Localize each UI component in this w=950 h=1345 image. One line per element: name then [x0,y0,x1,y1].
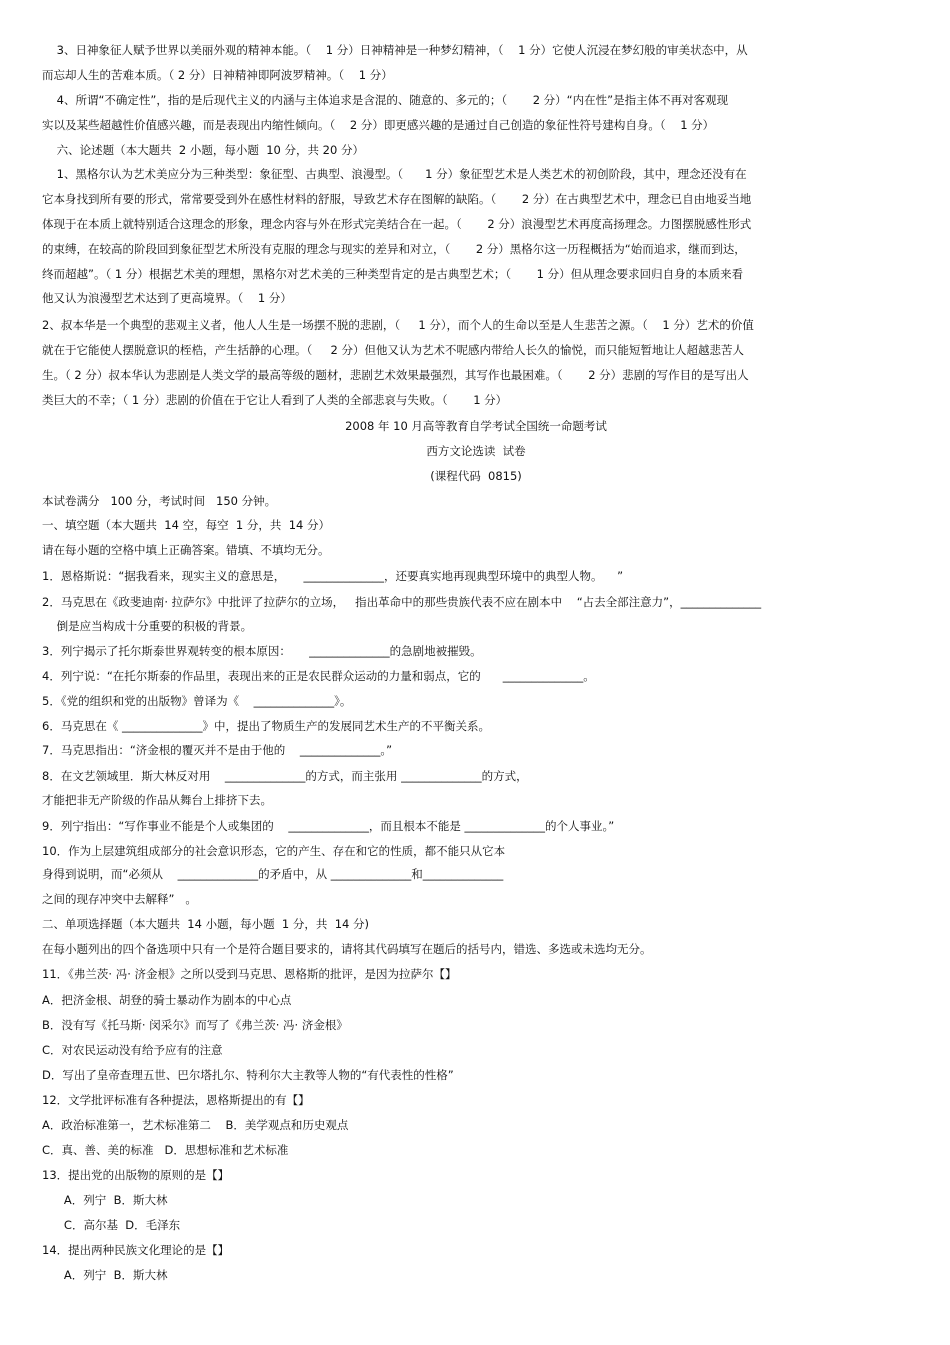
single-choice-instruction: 在每小题列出的四个备选项中只有一个是符合题目要求的，请将其代码填写在题后的括号内，错选、多选或未选均无分。 [42,942,652,956]
question-13-options-ab: A．列宁 B．斯大林 [42,1193,168,1207]
question-6: 6．马克思在《 ______________》中，提出了物质生产的发展同艺术生产的不平衡关系。 [42,719,490,733]
answer-3-line-2: 而忘却人生的苦难本质。（ 2 分）日神精神即阿波罗精神。（ 1 分） [42,68,393,82]
essay-1-line-2: 它本身找到所有要的形式，常常要受到外在感性材料的舒服，导致艺术存在图解的缺陷。（ 2 分）在古典型艺术中，理念已自由地妥当地 [42,192,752,206]
question-9: 9．列宁指出：“写作事业不能是个人或集团的 ______________，而且根本不能是 ______________的个人事业。” [42,819,615,833]
answer-3-line-1: 3、日神象征人赋予世界以美丽外观的精神本能。（ 1 分）日神精神是一种梦幻精神，（ 1 分）它使人沉浸在梦幻般的审美状态中，从 [42,43,748,57]
question-10-line-3: 之间的现存冲突中去解释” 。 [42,892,197,906]
question-11-option-b: B．没有写《托马斯· 闵采尔》而写了《弗兰茨· 冯· 济金根》 [42,1018,348,1032]
question-2-line-1: 2．马克思在《政斐迪南· 拉萨尔》中批评了拉萨尔的立场， 指出革命中的那些贵族代表不应在剧本中 “占去全部注意力”，______________ [42,595,762,609]
essay-2-line-1: 2、叔本华是一个典型的悲观主义者，他人人生是一场摆不脱的悲剧，（ 1 分），而个人的生命以至是人生悲苦之源。（ 1 分）艺术的价值 [42,318,754,332]
question-11-option-c: C．对农民运动没有给予应有的注意 [42,1043,223,1057]
question-13-options-cd: C．高尔基 D．毛泽东 [42,1218,181,1232]
question-10-line-1: 10．作为上层建筑组成部分的社会意识形态，它的产生、存在和它的性质，都不能只从它本 [42,844,506,858]
question-3: 3．列宁揭示了托尔斯泰世界观转变的根本原因： ______________的急剧地被摧毁。 [42,644,482,658]
essay-2-line-4: 类巨大的不幸；（ 1 分）悲剧的价值在于它让人看到了人类的全部悲哀与失败。（ 1 分） [42,393,508,407]
essay-2-line-3: 生。（ 2 分）叔本华认为悲剧是人类文学的最高等级的题材，悲剧艺术效果最强烈，其写作也最困难。（ 2 分）悲剧的写作目的是写出人 [42,368,749,382]
essay-1-line-6: 他又认为浪漫型艺术达到了更高境界。（ 1 分） [42,291,292,305]
question-11-option-a: A．把济金根、胡登的骑士暴动作为剧本的中心点 [42,993,292,1007]
question-12: 12．文学批评标准有各种提法，恩格斯提出的有【】 [42,1093,310,1107]
question-1: 1．恩格斯说：“据我看来，现实主义的意思是， ______________，还要真实地再现典型环境中的典型人物。 ” [42,569,624,583]
exam-subtitle: 西方文论选读 试卷 [426,444,526,458]
question-4: 4．列宁说：“在托尔斯泰的作品里，表现出来的正是农民群众运动的力量和弱点，它的 ______________。 [42,669,595,683]
essay-2-line-2: 就在于它能使人摆脱意识的桎梏，产生括静的心理。（ 2 分）但他又认为艺术不呢感内带给人长久的愉悦，而只能短暂地让人超越悲苦人 [42,343,744,357]
question-11-option-d: D．写出了皇帝查理五世、巴尔塔扎尔、特利尔大主教等人物的“有代表性的性格” [42,1068,454,1082]
question-10-line-2: 身得到说明，而“必须从 ______________的矛盾中，从 ______________和______________ [42,867,504,881]
answer-4-line-1: 4、所谓“不确定性”，指的是后现代主义的内涵与主体追求是含混的、随意的、多元的；（ 2 分）“内在性”是指主体不再对客观现 [42,93,729,107]
question-14: 14．提出两种民族文化理论的是【】 [42,1243,230,1257]
course-code: (课程代码 0815) [430,469,522,483]
exam-title: 2008 年 10 月高等教育自学考试全国统一命题考试 [345,419,607,433]
question-12-options-cd: C．真、善、美的标准 D．思想标准和艺术标准 [42,1143,289,1157]
fill-blank-heading: 一、填空题（本大题共 14 空，每空 1 分，共 14 分） [42,518,330,532]
question-5: 5．《党的组织和党的出版物》曾译为《 ______________》。 [42,694,352,708]
question-12-options-ab: A．政治标准第一，艺术标准第二 B．美学观点和历史观点 [42,1118,349,1132]
question-7: 7．马克思指出：“济金根的覆灭并不是由于他的 ______________。” [42,743,393,757]
essay-1-line-3: 体现于在本质上就特别适合这理念的形象，理念内容与外在形式完美结合在一起。（ 2 分）浪漫型艺术再度高扬理念。力图摆脱感性形式 [42,217,752,231]
essay-1-line-4: 的束缚，在较高的阶段回到象征型艺术所没有克服的理念与现实的差异和对立，（ 2 分）黑格尔这一历程概括为“始而追求，继而到达， [42,242,746,256]
question-14-options-ab: A．列宁 B．斯大林 [42,1268,168,1282]
question-8-line-2: 才能把非无产阶级的作品从舞台上排挤下去。 [42,793,272,807]
essay-section-heading: 六、论述题（本大题共 2 小题，每小题 10 分，共 20 分） [42,143,364,157]
question-13: 13．提出党的出版物的原则的是【】 [42,1168,230,1182]
single-choice-heading: 二、单项选择题（本大题共 14 小题，每小题 1 分，共 14 分) [42,917,369,931]
answer-4-line-2: 实以及某些超越性价值感兴趣，而是表现出内缩性倾向。（ 2 分）即更感兴趣的是通过自己创造的象征性符号建构自身。（ 1 分） [42,118,715,132]
question-2-line-2: 倒是应当构成十分重要的积极的背景。 [42,619,253,633]
question-11: 11．《弗兰茨· 冯· 济金根》之所以受到马克思、恩格斯的批评，是因为拉萨尔【】 [42,967,457,981]
exam-info: 本试卷满分 100 分，考试时间 150 分钟。 [42,494,277,508]
essay-1-line-5: 终而超越”。（ 1 分）根据艺术美的理想，黑格尔对艺术美的三种类型肯定的是古典型艺术；（ 1 分）但从理念要求回归自身的本质来看 [42,267,744,281]
question-8-line-1: 8．在文艺领域里．斯大林反对用 ______________的方式，而主张用 ______________的方式， [42,769,528,783]
essay-1-line-1: 1、黑格尔认为艺术美应分为三种类型：象征型、古典型、浪漫型。（ 1 分）象征型艺术是人类艺术的初创阶段，其中，理念还没有在 [42,167,747,181]
fill-blank-instruction: 请在每小题的空格中填上正确答案。错填、不填均无分。 [42,543,330,557]
